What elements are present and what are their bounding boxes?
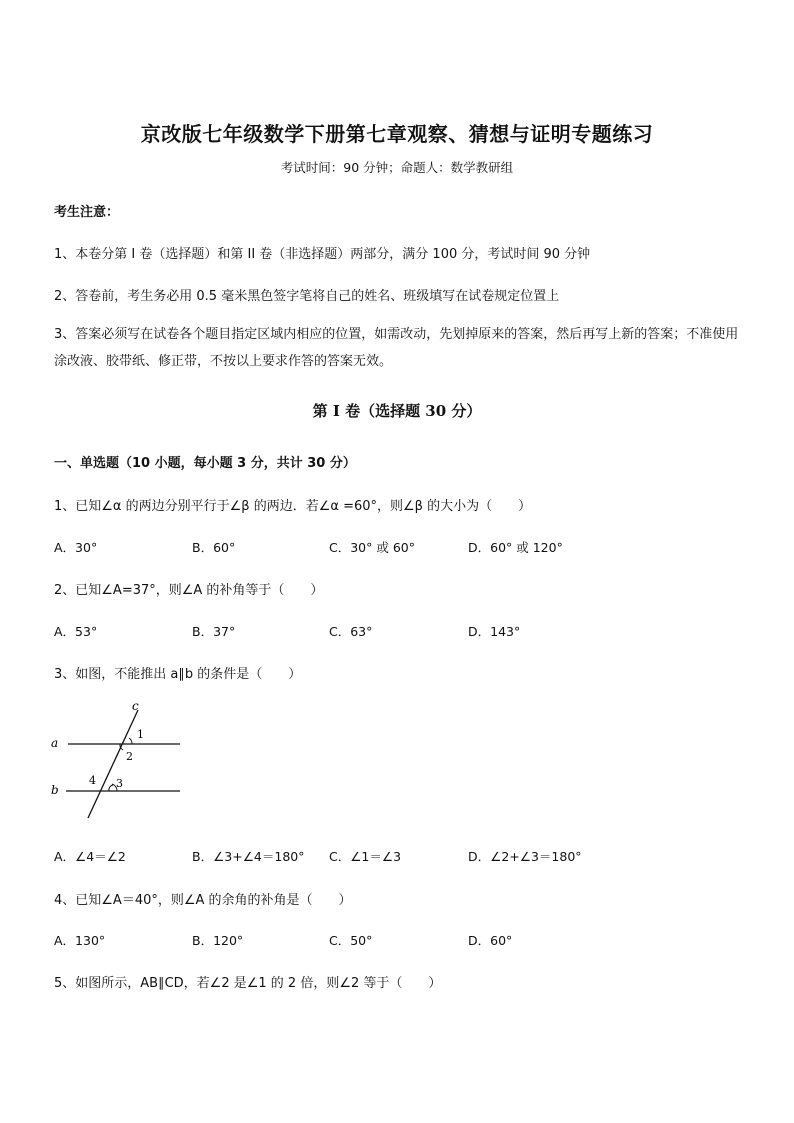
page-title: 京改版七年级数学下册第七章观察、猜想与证明专题练习: [140, 122, 654, 146]
q1-option-b: B．60°: [192, 540, 236, 555]
q1-option-a: A．30°: [54, 540, 98, 555]
part-heading: 一、单选题（10 小题，每小题 3 分，共计 30 分）: [54, 456, 356, 471]
q3-option-c: C．∠1＝∠3: [329, 849, 402, 864]
q1-option-c: C．30° 或 60°: [329, 540, 415, 555]
q4-option-d: D．60°: [468, 933, 513, 948]
parallel-lines-figure: [50, 698, 190, 824]
q3-option-b: B．∠3+∠4＝180°: [192, 849, 305, 864]
q2-option-b: B．37°: [192, 624, 236, 639]
question-3-stem: 3、如图，不能推出 a∥b 的条件是（ ）: [54, 667, 302, 682]
notice-item-2: 2、答卷前，考生务必用 0.5 毫米黑色签字笔将自己的姓名、班级填写在试卷规定位置上: [54, 289, 560, 304]
label-2: 2: [126, 750, 133, 763]
label-4: 4: [89, 774, 96, 787]
question-2-stem: 2、已知∠A=37°，则∠A 的补角等于（ ）: [54, 583, 324, 598]
section-title: 第 I 卷（选择题 30 分）: [312, 402, 482, 420]
label-1: 1: [137, 728, 144, 741]
q4-option-b: B．120°: [192, 933, 244, 948]
question-5-stem: 5、如图所示，AB∥CD，若∠2 是∠1 的 2 倍，则∠2 等于（ ）: [54, 976, 442, 991]
question-4-stem: 4、已知∠A＝40°，则∠A 的余角的补角是（ ）: [54, 893, 352, 908]
q2-option-a: A．53°: [54, 624, 98, 639]
line-c: [88, 710, 138, 818]
label-c: c: [132, 699, 139, 713]
notice-heading: 考生注意：: [54, 205, 120, 220]
q1-option-d: D．60° 或 120°: [468, 540, 563, 555]
label-b: b: [51, 783, 59, 797]
angle-4-arc: [109, 785, 113, 791]
label-a: a: [51, 736, 59, 750]
label-3: 3: [116, 777, 123, 790]
exam-info: 考试时间：90 分钟；命题人：数学教研组: [280, 160, 514, 175]
q2-option-d: D．143°: [468, 624, 521, 639]
question-1-stem: 1、已知∠α 的两边分别平行于∠β 的两边．若∠α =60°，则∠β 的大小为（ ）: [54, 499, 532, 514]
q3-option-d: D．∠2+∠3＝180°: [468, 849, 582, 864]
q4-option-c: C．50°: [329, 933, 373, 948]
notice-item-1: 1、本卷分第 I 卷（选择题）和第 II 卷（非选择题）两部分，满分 100 分，考试时间 90 分钟: [54, 247, 591, 262]
q3-option-a: A．∠4＝∠2: [54, 849, 126, 864]
angle-1-arc: [129, 738, 132, 744]
q2-option-c: C．63°: [329, 624, 373, 639]
notice-item-3: 3、答案必须写在试卷各个题目指定区域内相应的位置，如需改动，先划掉原来的答案，然后再写上新的答案；不准使用涂改液、胶带纸、修正带，不按以上要求作答的答案无效。: [54, 327, 739, 369]
q4-option-a: A．130°: [54, 933, 106, 948]
